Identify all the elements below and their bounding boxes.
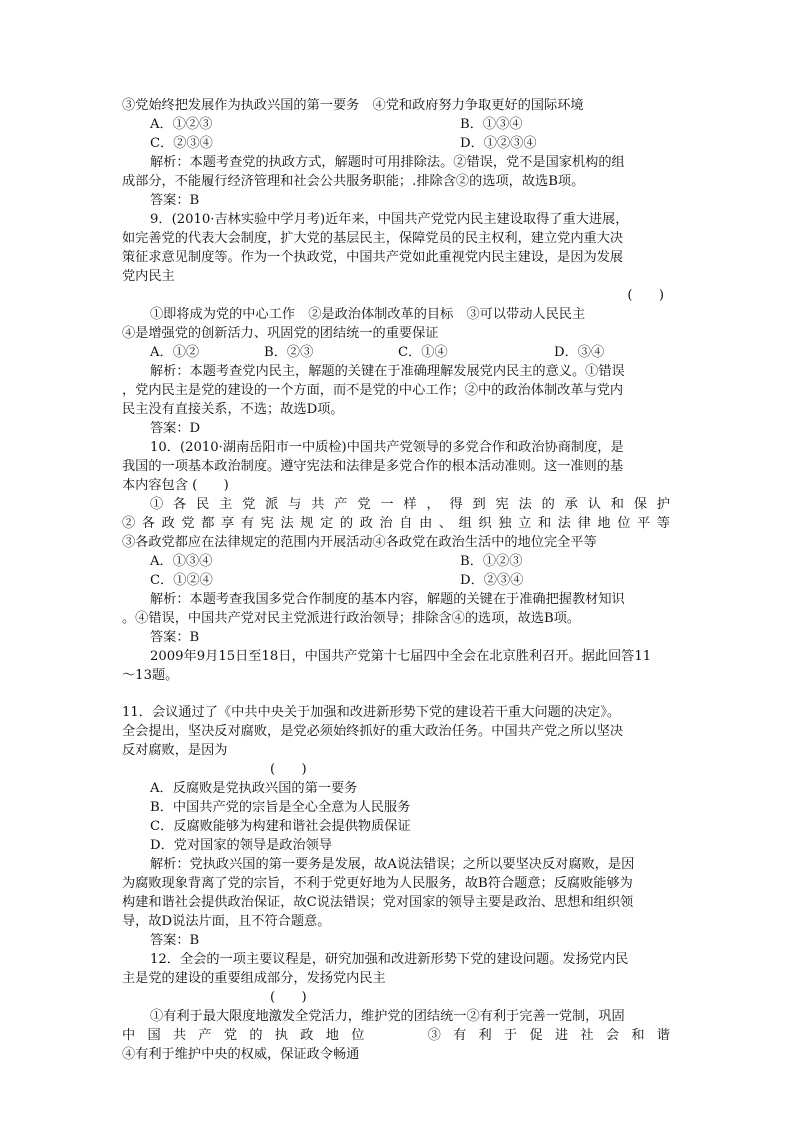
- q8-answer: 答案：B: [150, 193, 200, 208]
- q9-explanation: 解析：本题考查党内民主，解题的关键在于准确理解发展党内民主的意义。①错误: [150, 364, 625, 379]
- q10-options-row-2: [122, 571, 670, 590]
- q8-explanation-cont: 成部分，不能履行经济管理和社会公共服务职能；.排除含②的选项，故选B项。: [122, 174, 585, 189]
- document-page: [122, 96, 670, 1064]
- section-intro: 2009年9月15日至18日，中国共产党第十七届四中全会在北京胜利召开。据此回答11: [150, 649, 652, 664]
- q9-answer: 答案：D: [150, 421, 201, 436]
- option-a: A．①②: [150, 345, 200, 360]
- q8-options-row-2: [122, 134, 670, 153]
- q9-items-cont: ④是增强党的创新活力、巩固党的团结统一的重要保证: [122, 326, 439, 341]
- q9-stem: 9．(2010·吉林实验中学月考)近年来，中国共产党党内民主建设取得了重大进展，: [150, 212, 629, 227]
- option-c: C．②③④: [150, 136, 213, 151]
- q11-stem-cont: 反对腐败，是因为: [122, 743, 228, 758]
- q12-items-cont: ④有利于维护中央的权威，保证政令畅通: [122, 1047, 360, 1062]
- q12-stem: 12．全会的一项主要议程是，研究加强和改进新形势下党的建设问题。发扬党内民: [150, 952, 629, 967]
- option-b: B．②③: [264, 345, 314, 360]
- q9-explanation-cont: ，党内民主是党的建设的一个方面，而不是党的中心工作；②中的政治体制改革与党内: [122, 383, 624, 398]
- q11-explanation: 解析：党执政兴国的第一要务是发展，故A说法错误；之所以要坚决反对腐败，是因: [150, 857, 635, 872]
- q8-item-line: ③党始终把发展作为执政兴国的第一要务 ④党和政府努力争取更好的国际环境: [122, 98, 584, 113]
- q8-explanation: 解析：本题考查党的执政方式，解题时可用排除法。②错误，党不是国家机构的组: [150, 155, 625, 170]
- q11-explanation-cont: 构建和谐社会提供政治保证，故C说法错误；党对国家的领导主要是政治、思想和组织领: [122, 895, 634, 910]
- option-d: D．①②③④: [460, 136, 537, 151]
- q9-stem-cont: 策征求意见制度等。作为一个执政党，中国共产党如此重视党内民主建设，是因为发展: [122, 250, 624, 265]
- q9-items: ①即将成为党的中心工作 ②是政治体制改革的目标 ③可以带动人民民主: [150, 307, 586, 322]
- q12-items-cont: 中国共产党的执政地位 ③有利于促进社会和谐: [122, 1028, 670, 1043]
- q10-stem: 10．(2010·湖南岳阳市一中质检)中国共产党领导的多党合作和政治协商制度，是: [150, 440, 624, 455]
- spacer: [122, 685, 670, 703]
- q9-stem-cont: 党内民主: [122, 269, 175, 284]
- option-d: D．党对国家的领导是政治领导: [150, 838, 333, 853]
- option-a: A．①②③: [150, 117, 213, 132]
- q10-answer: 答案：B: [150, 630, 200, 645]
- q11-answer-blank: ( ): [270, 762, 307, 777]
- q10-stem-cont: 我国的一项基本政治制度。遵守宪法和法律是多党合作的根本活动准则。这一准则的基: [122, 459, 624, 474]
- option-c: C．①④: [398, 345, 448, 360]
- q10-explanation-cont: 。④错误，中国共产党对民主党派进行政治领导；排除含④的选项，故选B项。: [122, 611, 581, 626]
- option-b: B．①②③: [460, 554, 523, 569]
- q10-explanation: 解析：本题考查我国多党合作制度的基本内容，解题的关键在于准确把握教材知识: [150, 592, 625, 607]
- q10-options-row-1: [122, 552, 670, 571]
- option-d: D．③④: [554, 345, 605, 360]
- q12-items: ①有利于最大限度地激发全党活力，维护党的团结统一②有利于完善一党制，巩固: [150, 1009, 625, 1024]
- q9-stem-cont: 如完善党的代表大会制度，扩大党的基层民主，保障党员的民主权利，建立党内重大决: [122, 231, 624, 246]
- q12-stem-cont: 主是党的建设的重要组成部分，发扬党内民主: [122, 971, 386, 986]
- q10-items: ①各民主党派与共产党一样，得到宪法的承认和保护: [150, 497, 670, 512]
- q9-explanation-cont: 民主没有直接关系，不选；故选D项。: [122, 402, 344, 417]
- option-c: C．反腐败能够为构建和谐社会提供物质保证: [150, 819, 411, 834]
- option-b: B．中国共产党的宗旨是全心全意为人民服务: [150, 800, 411, 815]
- option-b: B．①③④: [460, 117, 523, 132]
- q12-answer-blank: ( ): [270, 990, 307, 1005]
- option-c: C．①②④: [150, 573, 213, 588]
- q11-stem-cont: 全会提出，坚决反对腐败，是党必须始终抓好的重大政治任务。中国共产党之所以坚决: [122, 724, 624, 739]
- q10-items-cont: ②各政党都享有宪法规定的政治自由、组织独立和法律地位平等: [122, 516, 670, 531]
- q11-explanation-cont: 导，故D说法片面，且不符合题意。: [122, 914, 331, 929]
- q8-options-row-1: [122, 115, 670, 134]
- q10-items-cont: ③各政党都应在法律规定的范围内开展活动④各政党在政治生活中的地位完全平等: [122, 535, 597, 550]
- q11-stem: 11．会议通过了《中共中央关于加强和改进新形势下党的建设若干重大问题的决定》。: [122, 705, 621, 720]
- option-a: A．反腐败是党执政兴国的第一要务: [150, 781, 358, 796]
- q11-answer: 答案：B: [150, 933, 200, 948]
- section-intro-cont: ～13题。: [122, 668, 179, 683]
- option-d: D．②③④: [460, 573, 524, 588]
- q11-explanation-cont: 为腐败现象背离了党的宗旨，不利于党更好地为人民服务，故B符合题意；反腐败能够为: [122, 876, 633, 891]
- q10-stem-cont: 本内容包含 ( ): [122, 478, 229, 493]
- option-a: A．①③④: [150, 554, 213, 569]
- q9-answer-blank: ( ): [627, 288, 664, 303]
- q9-options-row: [122, 343, 670, 362]
